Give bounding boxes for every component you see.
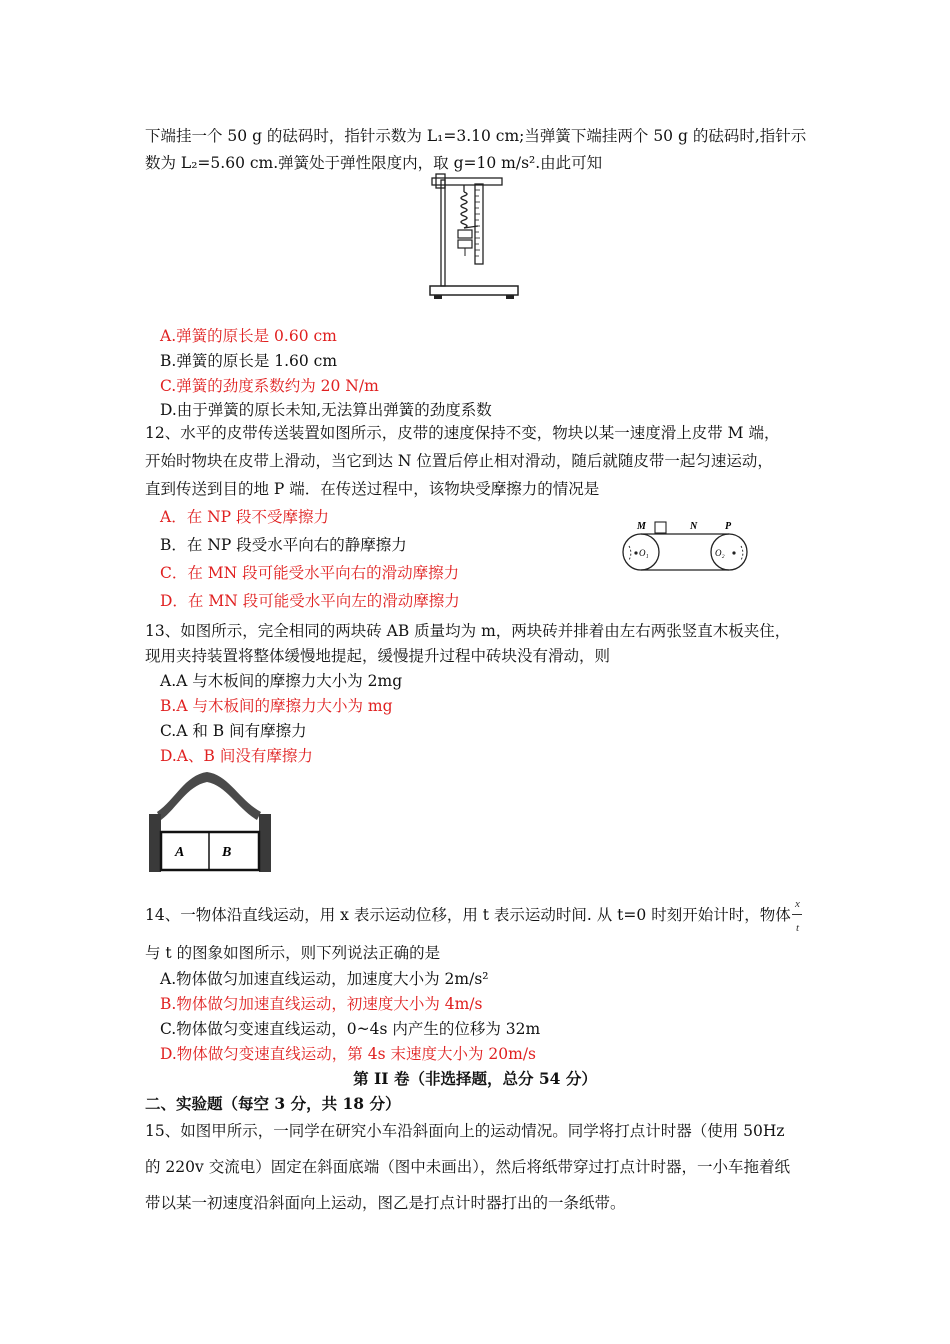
q11-option-b: B.弹簧的原长是 1.60 cm bbox=[160, 352, 338, 370]
q13-option-b: B.A 与木板间的摩擦力大小为 mg bbox=[160, 697, 393, 715]
q13-option-d: D.A、B 间没有摩擦力 bbox=[160, 747, 313, 765]
q14-option-c: C.物体做匀变速直线运动，0~4s 内产生的位移为 32m bbox=[160, 1020, 541, 1038]
q12-option-c: C．在 MN 段可能受水平向右的滑动摩擦力 bbox=[160, 564, 460, 582]
q12-stem-line2: 开始时物块在皮带上滑动，当它到达 N 位置后停止相对滑动，随后就随皮带一起匀速运动， bbox=[145, 452, 773, 470]
q15-stem-line2: 的 220v 交流电）固定在斜面底端（图中未画出），然后将纸带穿过打点计时器，一小车拖着纸 bbox=[145, 1158, 790, 1176]
q11-option-a: A.弹簧的原长是 0.60 cm bbox=[160, 327, 337, 345]
q11-option-c: C.弹簧的劲度系数约为 20 N/m bbox=[160, 377, 379, 395]
q13-option-c: C.A 和 B 间有摩擦力 bbox=[160, 722, 307, 740]
q15-stem-line3: 带以某一初速度沿斜面向上运动，图乙是打点计时器打出的一条纸带。 bbox=[145, 1194, 626, 1212]
q12-option-a: A．在 NP 段不受摩擦力 bbox=[160, 508, 330, 526]
brick-b-label: B bbox=[222, 845, 232, 860]
label-o1: O₁ bbox=[639, 548, 649, 558]
q14-fraction-denominator: t bbox=[796, 922, 800, 934]
q13-stem-line2: 现用夹持装置将整体缓慢地提起，缓慢提升过程中砖块没有滑动，则 bbox=[145, 647, 611, 665]
q11-option-d: D.由于弹簧的原长未知,无法算出弹簧的劲度系数 bbox=[160, 401, 492, 419]
conveyor-belt-figure bbox=[615, 514, 755, 576]
label-n: N bbox=[690, 521, 698, 532]
q14-option-d: D.物体做匀变速直线运动，第 4s 末速度大小为 20m/s bbox=[160, 1045, 536, 1063]
q14-fraction-numerator: x bbox=[795, 898, 800, 910]
brick-clamp-figure bbox=[145, 770, 275, 875]
q12-option-b: B．在 NP 段受水平向右的静摩擦力 bbox=[160, 536, 407, 554]
q12-stem-line3: 直到传送到目的地 P 端．在传送过程中，该物块受摩擦力的情况是 bbox=[145, 480, 600, 498]
q13-stem-line1: 13、如图所示，完全相同的两块砖 AB 质量均为 m，两块砖并排着由左右两张竖直木板夹住， bbox=[145, 622, 791, 640]
q14-stem-line2: 与 t 的图象如图所示，则下列说法正确的是 bbox=[145, 944, 441, 962]
spring-stand-figure bbox=[428, 172, 523, 302]
q13-option-a: A.A 与木板间的摩擦力大小为 2mg bbox=[160, 672, 403, 690]
q14-option-a: A.物体做匀加速直线运动，加速度大小为 2m/s² bbox=[160, 970, 489, 988]
label-m: M bbox=[637, 521, 646, 532]
label-o2: O₂ bbox=[715, 548, 725, 558]
q12-stem-line1: 12、水平的皮带传送装置如图所示，皮带的速度保持不变，物块以某一速度滑上皮带 M 端， bbox=[145, 424, 780, 442]
q11-stem-line2: 数为 L₂=5.60 cm.弹簧处于弹性限度内，取 g=10 m/s².由此可知 bbox=[145, 154, 603, 172]
q12-option-d: D．在 MN 段可能受水平向左的滑动摩擦力 bbox=[160, 592, 460, 610]
q14-stem-line1: 14、一物体沿直线运动，用 x 表示运动位移，用 t 表示运动时间. 从 t=0 时刻开始计时，物体 bbox=[145, 906, 791, 924]
q14-option-b: B.物体做匀加速直线运动，初速度大小为 4m/s bbox=[160, 995, 483, 1013]
brick-a-label: A bbox=[175, 845, 185, 860]
label-p: P bbox=[725, 521, 732, 532]
q11-stem-line1: 下端挂一个 50 g 的砝码时，指针示数为 L₁=3.10 cm;当弹簧下端挂两个 50 g 的砝码时,指针示 bbox=[145, 127, 807, 145]
q14-fraction-bar bbox=[792, 914, 802, 915]
q15-stem-line1: 15、如图甲所示，一同学在研究小车沿斜面向上的运动情况。同学将打点计时器（使用 50Hz bbox=[145, 1122, 785, 1140]
part2-title: 第 II 卷（非选择题，总分 54 分） bbox=[353, 1069, 597, 1088]
section-heading: 二、实验题（每空 3 分，共 18 分） bbox=[145, 1094, 401, 1113]
